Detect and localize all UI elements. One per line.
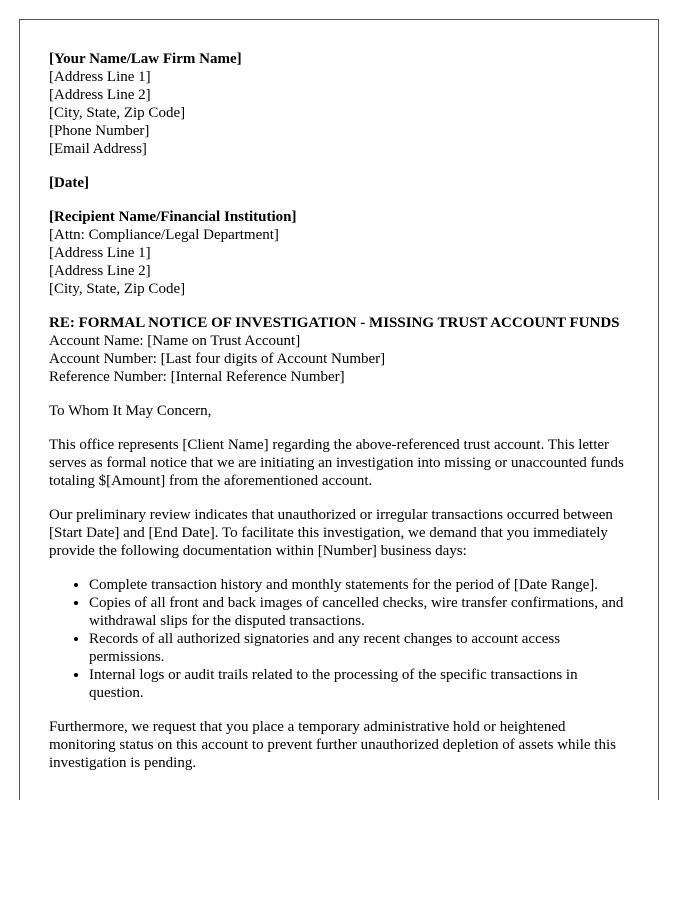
account-name: Account Name: [Name on Trust Account] <box>49 333 301 349</box>
letter-date: [Date] <box>49 175 89 191</box>
recipient-name: [Recipient Name/Financial Institution] <box>49 209 297 225</box>
sender-address-line-1: [Address Line 1] <box>49 69 151 85</box>
subject-line: RE: FORMAL NOTICE OF INVESTIGATION - MISSING TRUST ACCOUNT FUNDS <box>49 315 620 331</box>
list-item: • Complete transaction history and monthly statements for the period of [Date Range]. <box>89 576 630 594</box>
recipient-city-state-zip: [City, State, Zip Code] <box>49 281 186 297</box>
list-item: • Records of all authorized signatories and any recent changes to account access permissions. <box>89 630 630 666</box>
list-item: • Copies of all front and back images of cancelled checks, wire transfer confirmations, and withdrawal slips for the disputed transactions. <box>89 594 630 630</box>
body-paragraph-intro: This office represents [Client Name] regarding the above-referenced trust account. This letter serves as formal notice that we are initiating an investigation into missing or unaccounted funds totaling $[Amount] from the aforementioned account. <box>49 437 624 489</box>
recipient-address-line-1: [Address Line 1] <box>49 245 151 261</box>
list-item: • Internal logs or audit trails related to the processing of the specific transactions in question. <box>89 666 630 702</box>
requested-documents-list <box>49 576 630 702</box>
date-block <box>49 174 630 192</box>
subject-block <box>49 314 630 386</box>
sender-email: [Email Address] <box>49 141 147 157</box>
sender-city-state-zip: [City, State, Zip Code] <box>49 105 186 121</box>
sender-phone: [Phone Number] <box>49 123 150 139</box>
recipient-block <box>49 208 630 298</box>
recipient-address-line-2: [Address Line 2] <box>49 263 151 279</box>
body-paragraph-review: Our preliminary review indicates that unauthorized or irregular transactions occurred between [Start Date] and [End Date]. To facilitate this investigation, we demand that you immediately provide the following documentation within [Number] business days: <box>49 507 613 559</box>
reference-number: Reference Number: [Internal Reference Number] <box>49 369 345 385</box>
sender-address-line-2: [Address Line 2] <box>49 87 151 103</box>
letter-page <box>19 19 659 800</box>
body-paragraph-hold-request: Furthermore, we request that you place a temporary administrative hold or heightened monitoring status on this account to prevent further unauthorized depletion of assets while this investigation is pending. <box>49 719 616 771</box>
sender-name: [Your Name/Law Firm Name] <box>49 51 242 67</box>
sender-block <box>49 50 630 158</box>
salutation: To Whom It May Concern, <box>49 403 212 419</box>
account-number: Account Number: [Last four digits of Account Number] <box>49 351 386 367</box>
recipient-attn: [Attn: Compliance/Legal Department] <box>49 227 279 243</box>
